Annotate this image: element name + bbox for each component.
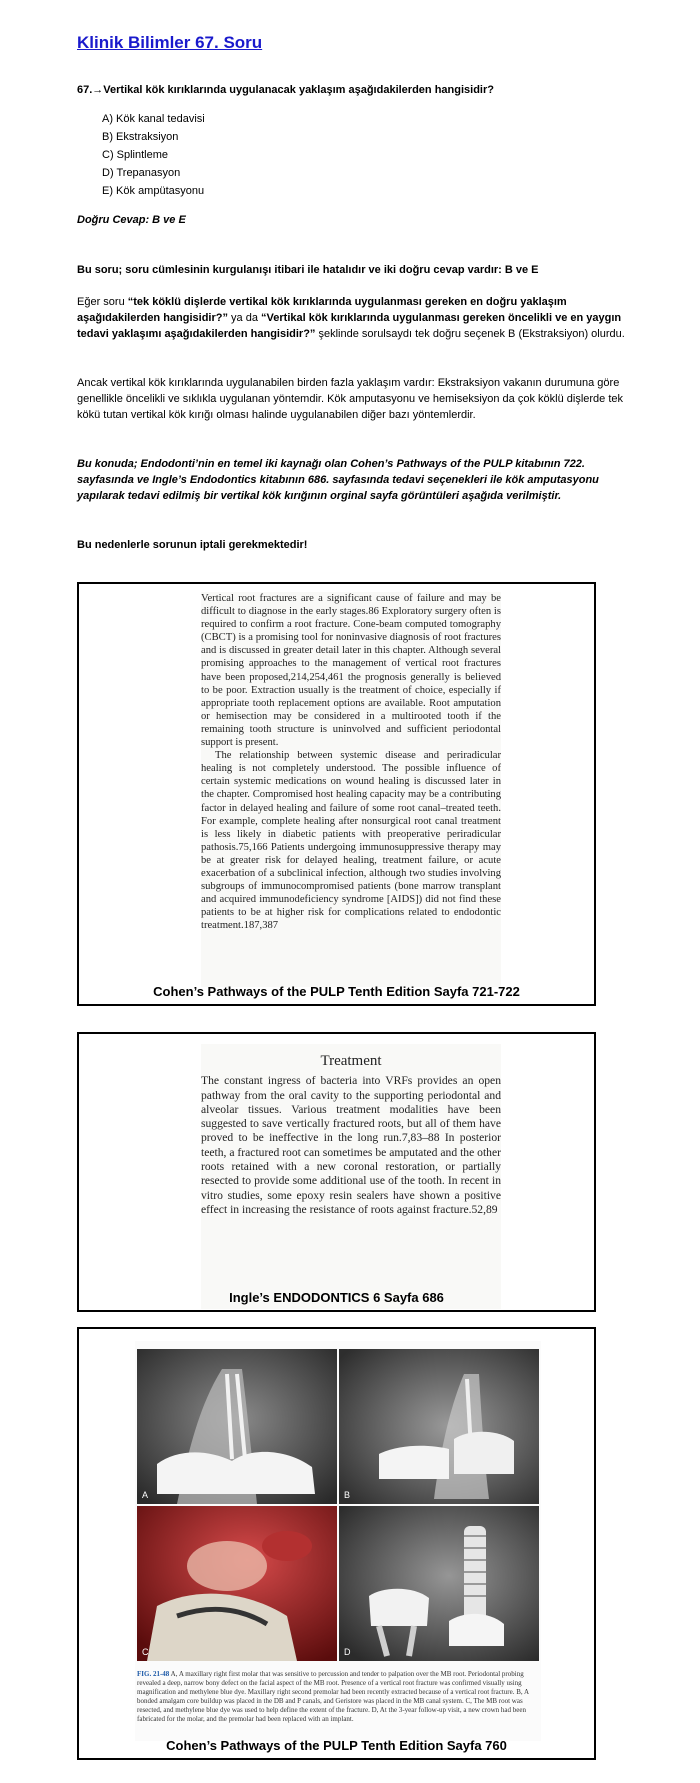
xray-image-d (339, 1506, 539, 1661)
paragraph-approaches: Ancak vertikal kök kırıklarında uygulanabilen birden fazla yaklaşım vardır: Ekstraksiyon vakanın durumuna göre genellikle öncelikli ve sıklıkla uygulanan yöntemdir. Kök amputasyonu ve hemiseksiyon da çok köklü dişlerde tek kökü tutan vertikal kök kırığı olması halinde uygulanabilen diğer bazı yöntemlerdir. (77, 377, 624, 421)
p2-tail: şeklinde sorulsaydı tek doğru seçenek B (Ekstraksiyon) olurdu. (315, 328, 625, 340)
excerpt-cohen-760 (77, 1327, 596, 1760)
panel-label-a: A (142, 1490, 149, 1500)
figure-description: A, A maxillary right first molar that was sensitive to percussion and tender to palpation over the MB root. Periodontal probing revealed a deep, narrow bony defect on the facial aspect of the MB root. Presence of a vertical root fracture was confirmed visually using magnification and methylene blue dye. Maxillary right second premolar had been recently extracted because of a vertical root fracture. B, A bonded amalgam core buildup was placed in the DB and P canals, and Geristore was placed in the MB canal system. C, The MB root was resected, and methylene blue dye was used to help define the extent of the fracture. D, At the 3-year follow-up visit, a new crown had been fabricated for the molar, and the premolar had been replaced with an implant. (137, 1670, 529, 1723)
p2-mid: ya da (228, 312, 262, 324)
question-number: 67. (77, 84, 93, 96)
scanned-page-ingle-686 (201, 1044, 501, 1309)
arrow-icon: → (92, 84, 104, 96)
excerpt1-para1: Vertical root fractures are a significant cause of failure and may be difficult to diagnose in the early stages.86 Exploratory surgery often is required to confirm a root fracture. Cone-beam computed tomography (CBCT) is a promising tool for noninvasive diagnosis of root fractures and is discussed in greater detail later in this chapter. Although several promising approaches to the management of vertical root fractures have been proposed,214,254,461 the prognosis generally is believed to be poor. Extraction usually is the treatment of choice, especially if appropriate tooth replacement options are available. Root amputation or hemisection may be considered in a multirooted tooth if the remaining tooth structure is uninvolved and sufficient periodontal support is present. (201, 593, 501, 749)
scanned-page-cohen-721 (201, 592, 501, 987)
option-c: C) Splintleme (102, 149, 169, 161)
panel-label-c: C (142, 1647, 149, 1657)
excerpt1-para2: The relationship between systemic disease and periradicular healing is not completely understood. The possible influence of certain systemic medications on wound healing is discussed later in the chapter. Compromised host healing capacity may be a contributing factor in delayed healing and failure of some root canal–treated teeth. For example, complete healing after nonsurgical root canal treatment is less likely in diabetic patients with preoperative periradicular pathosis.75,166 Patients undergoing immunosuppressive therapy may be at greater risk for delayed healing, treatment failure, or acute exacerbation of a subclinical infection, although two studies involving subgroups of immunocompromised patients (bone marrow transplant and acquired immunodeficiency syndrome [AIDS]) did not find these patients to be at higher risk for complications related to endodontic treatment.187,387 (201, 750, 501, 932)
p2-quote-2: “Vertikal kök kırıklarında uygulanması gereken öncelikli ve en yaygın tedavi yaklaşımı aşağıdakilerden hangisidir?” (77, 312, 622, 340)
answer-options (102, 110, 205, 200)
excerpt2-heading: Treatment (320, 1053, 382, 1069)
paragraph-conclusion: Bu nedenlerle sorunun iptali gerekmektedir! (77, 539, 308, 551)
paragraph-sources: Bu konuda; Endodonti’nin en temel iki kaynağı olan Cohen’s Pathways of the PULP kitabının 722. sayfasında ve Ingle’s Endodontics kitabının 686. sayfasında tedavi seçenekleri ile kök amputasyonu yapılarak tedavi edilmiş bir vertikal kök kırığının orginal sayfa görüntüleri aşağıda verilmiştir. (77, 458, 599, 502)
p2-lead: Eğer soru (77, 296, 128, 308)
correct-answer: Doğru Cevap: B ve E (77, 214, 186, 226)
xray-panel-a (137, 1349, 337, 1504)
xray-image-b (339, 1349, 539, 1504)
option-b: B) Ekstraksiyon (102, 131, 179, 143)
excerpt1-caption: Cohen’s Pathways of the PULP Tenth Edition Sayfa 721-722 (153, 984, 520, 999)
excerpt-ingle-686 (77, 1032, 596, 1312)
clinical-panel-c (137, 1506, 337, 1661)
paragraph-intro: Bu soru; soru cümlesinin kurgulanışı itibari ile hatalıdır ve iki doğru cevap vardır: B ve E (77, 264, 539, 276)
figure-label: FIG. 21-48 (137, 1670, 170, 1678)
xray-panel-b (339, 1349, 539, 1504)
clinical-image-c (137, 1506, 337, 1661)
panel-label-d: D (344, 1647, 351, 1657)
excerpt3-caption: Cohen’s Pathways of the PULP Tenth Edition Sayfa 760 (166, 1738, 507, 1753)
option-d: D) Trepanasyon (102, 167, 181, 179)
paragraph-condition (77, 294, 637, 342)
option-e: E) Kök ampütasyonu (102, 185, 205, 197)
excerpt-cohen-721 (77, 582, 596, 1006)
panel-label-b: B (344, 1490, 351, 1500)
page-title[interactable]: Klinik Bilimler 67. Soru (77, 33, 263, 52)
p2-quote-1: “tek köklü dişlerde vertikal kök kırıklarında uygulanması gereken en doğru yaklaşım aşağıdakilerden hangisidir?” (77, 296, 567, 324)
excerpt2-caption: Ingle’s ENDODONTICS 6 Sayfa 686 (229, 1290, 444, 1305)
question-stem: Vertikal kök kırıklarında uygulanacak yaklaşım aşağıdakilerden hangisidir? (103, 84, 494, 96)
figure-caption-text (137, 1670, 539, 1724)
xray-panel-d (339, 1506, 539, 1661)
xray-image-a (137, 1349, 337, 1504)
excerpt2-para: The constant ingress of bacteria into VRFs provides an open pathway from the oral cavity to the supporting periodontal and alveolar tissues. Various treatment modalities have been suggested to save vertically fractured roots, but all of them have proved to be ineffective in the long run.7,83–88 In posterior teeth, a fractured root can sometimes be amputated and the other roots retained with a new coronal restoration, or partially resected to provide some additional use of the tooth. In recent in vitro studies, some epoxy resin sealers have shown a positive effect in increasing the resistance of roots against fracture.52,89 (201, 1074, 501, 1216)
option-a: A) Kök kanal tedavisi (102, 113, 205, 125)
question-text (77, 84, 494, 96)
